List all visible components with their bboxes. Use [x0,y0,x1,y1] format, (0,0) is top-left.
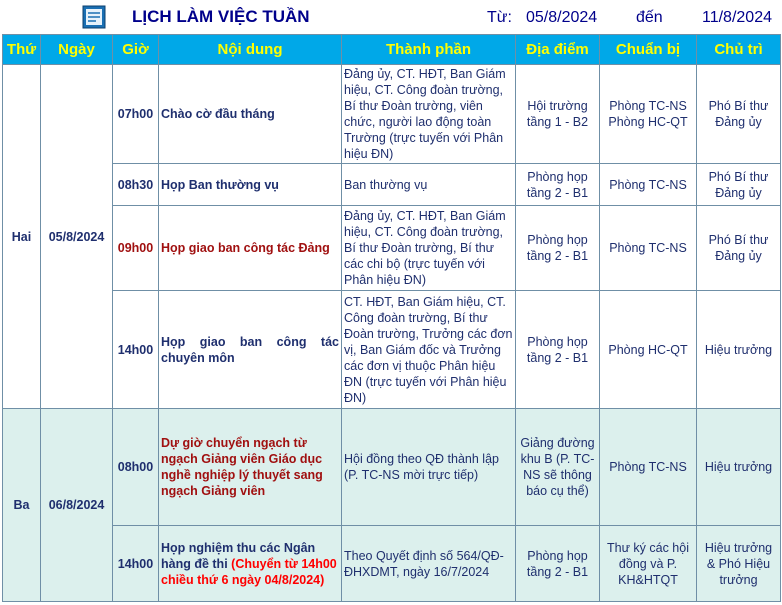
location-cell: Phòng họp tầng 2 - B1 [516,526,600,602]
content-cell [159,526,342,602]
location-cell: Phòng họp tầng 2 - B1 [516,164,600,206]
weekly-schedule-table [2,34,781,602]
chair-cell: Phó Bí thư Đảng ủy [697,206,781,291]
content-cell: Chào cờ đầu tháng [159,65,342,164]
column-header-location: Địa điểm [516,35,600,65]
participants-cell: Hội đồng theo QĐ thành lập (P. TC-NS mời trực tiếp) [342,409,516,526]
from-date: 05/8/2024 [526,9,598,26]
column-header-time: Giờ [113,35,159,65]
page-title: LỊCH LÀM VIỆC TUẦN [132,7,310,26]
column-header-preparation: Chuẩn bị [600,35,697,65]
time-cell: 08h30 [113,164,159,206]
preparation-cell: Phòng TC-NS [600,164,697,206]
table-row [3,164,781,206]
weekday-cell: Hai [3,65,41,409]
header-row [3,35,781,65]
location-cell: Giảng đường khu B (P. TC-NS sẽ thông báo cụ thể) [516,409,600,526]
to-date: 11/8/2024 [702,9,772,26]
from-label: Từ: [487,9,512,26]
time-cell: 08h00 [113,409,159,526]
table-row [3,291,781,409]
participants-cell: Ban thường vụ [342,164,516,206]
content-cell: Dự giờ chuyển ngạch từ ngạch Giảng viên Giáo dục nghề nghiệp lý thuyết sang ngạch Giảng viên [159,409,342,526]
participants-cell: Đảng ủy, CT. HĐT, Ban Giám hiệu, CT. Công đoàn trường, Bí thư Đoàn trường, viên chức, người lao động toàn Trường (trực tuyến với Phân hiệu ĐN) [342,65,516,164]
chair-cell: Hiệu trưởng & Phó Hiệu trưởng [697,526,781,602]
location-cell: Hội trường tầng 1 - B2 [516,65,600,164]
title-bar [0,0,782,34]
date-cell: 05/8/2024 [41,65,113,409]
preparation-cell: Phòng HC-QT [600,291,697,409]
time-cell: 14h00 [113,291,159,409]
preparation-cell: Phòng TC-NS Phòng HC-QT [600,65,697,164]
participants-cell: Theo Quyết định số 564/QĐ-ĐHXDMT, ngày 16/7/2024 [342,526,516,602]
table-row [3,526,781,602]
participants-cell: CT. HĐT, Ban Giám hiệu, CT. Công đoàn trường, Bí thư Đoàn trường, Trưởng các đơn vị, Ban Giám đốc và Trưởng các đơn vị thuộc Phân hiệu ĐN (trực tuyến với Phân hiệu ĐN) [342,291,516,409]
participants-cell: Đảng ủy, CT. HĐT, Ban Giám hiệu, CT. Công đoàn trường, Bí thư Đoàn trường, Bí thư các chi bộ (trực tuyến với Phân hiệu ĐN) [342,206,516,291]
time-cell: 14h00 [113,526,159,602]
weekday-cell: Ba [3,409,41,602]
content-cell: Họp giao ban công tác Đảng [159,206,342,291]
content-cell: Họp giao ban công tác chuyên môn [159,291,342,409]
preparation-cell: Phòng TC-NS [600,409,697,526]
preparation-cell: Thư ký các hội đồng và P. KH&HTQT [600,526,697,602]
column-header-chair: Chủ trì [697,35,781,65]
table-row [3,409,781,526]
chair-cell: Phó Bí thư Đảng ủy [697,65,781,164]
content-text: Họp nghiệm thu các Ngân hàng đề thi [161,540,316,571]
date-cell: 06/8/2024 [41,409,113,602]
calendar-document-icon [82,5,106,29]
location-cell: Phòng họp tầng 2 - B1 [516,206,600,291]
table-row [3,65,781,164]
chair-cell: Phó Bí thư Đảng ủy [697,164,781,206]
to-label: đến [636,9,663,26]
column-header-content: Nội dung [159,35,342,65]
location-cell: Phòng họp tầng 2 - B1 [516,291,600,409]
chair-cell: Hiệu trưởng [697,409,781,526]
reschedule-note: (Chuyển từ 14h00 chiều thứ 6 ngày 04/8/2024) [161,556,337,587]
time-cell: 07h00 [113,65,159,164]
time-cell: 09h00 [113,206,159,291]
preparation-cell: Phòng TC-NS [600,206,697,291]
column-header-date: Ngày [41,35,113,65]
content-cell: Họp Ban thường vụ [159,164,342,206]
column-header-participants: Thành phần [342,35,516,65]
column-header-weekday: Thứ [3,35,41,65]
table-row [3,206,781,291]
chair-cell: Hiệu trưởng [697,291,781,409]
